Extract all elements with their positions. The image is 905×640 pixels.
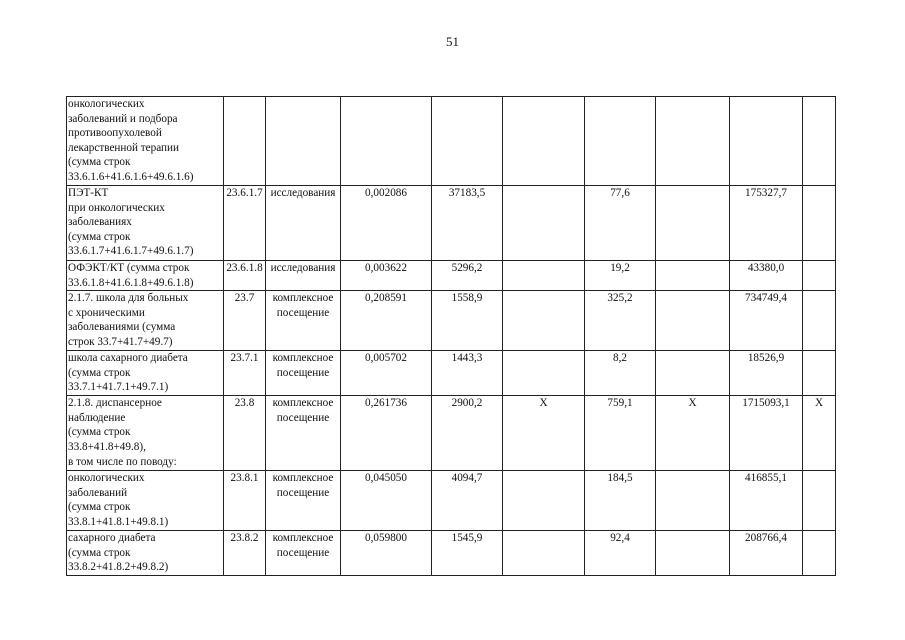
row-name xyxy=(67,351,224,396)
row-name-line: 33.7.1+41.7.1+49.7.1) xyxy=(68,381,169,394)
row-code: 23.6.1.8 xyxy=(224,261,266,291)
row-unit xyxy=(266,291,341,351)
row-unit xyxy=(266,471,341,531)
row-value-c6: 184,5 xyxy=(585,471,656,531)
row-name-line: заболеваниях xyxy=(68,216,132,229)
row-value-c3: 0,002086 xyxy=(341,186,432,261)
row-value-c6: 77,6 xyxy=(585,186,656,261)
row-value-c7 xyxy=(656,97,730,186)
row-value-c4: 4094,7 xyxy=(432,471,503,531)
row-name-line: при онкологических xyxy=(68,201,165,214)
row-value-c4: 2900,2 xyxy=(432,396,503,471)
row-value-c6: 92,4 xyxy=(585,531,656,576)
row-code: 23.8.2 xyxy=(224,531,266,576)
data-table xyxy=(66,96,836,576)
row-name-line: (сумма строк xyxy=(68,230,131,243)
row-unit-line: комплексное xyxy=(272,397,334,410)
row-name-line: (сумма строк xyxy=(68,426,131,439)
row-unit-line: исследования xyxy=(270,187,336,199)
row-value-c8: 43380,0 xyxy=(730,261,803,291)
row-unit-line: посещение xyxy=(276,411,330,424)
row-value-c7 xyxy=(656,261,730,291)
page-number: 51 xyxy=(446,34,459,49)
row-code: 23.8.1 xyxy=(224,471,266,531)
row-value-c9 xyxy=(803,186,836,261)
row-unit xyxy=(266,186,341,261)
table-row xyxy=(67,351,836,396)
row-value-c5 xyxy=(503,531,585,576)
row-value-c7 xyxy=(656,291,730,351)
row-value-c7: Х xyxy=(656,396,730,471)
row-value-c8: 734749,4 xyxy=(730,291,803,351)
row-value-c7 xyxy=(656,471,730,531)
row-value-c4: 5296,2 xyxy=(432,261,503,291)
row-name-line: лекарственной терапии xyxy=(68,141,179,154)
row-name-line: противоопухолевой xyxy=(68,127,162,140)
row-value-c8: 18526,9 xyxy=(730,351,803,396)
row-value-c9 xyxy=(803,261,836,291)
row-value-c5 xyxy=(503,97,585,186)
table-row xyxy=(67,531,836,576)
row-name-line: заболеваниями (сумма xyxy=(68,321,176,334)
row-value-c6 xyxy=(585,97,656,186)
row-unit-line: посещение xyxy=(276,306,330,319)
row-value-c7 xyxy=(656,531,730,576)
row-value-c5 xyxy=(503,291,585,351)
row-name-line: онкологических xyxy=(68,472,145,485)
table-row xyxy=(67,186,836,261)
row-value-c4 xyxy=(432,97,503,186)
table-row xyxy=(67,261,836,291)
row-value-c5: Х xyxy=(503,396,585,471)
row-code xyxy=(224,97,266,186)
row-value-c6: 8,2 xyxy=(585,351,656,396)
row-value-c3: 0,045050 xyxy=(341,471,432,531)
row-name xyxy=(67,396,224,471)
row-code: 23.7.1 xyxy=(224,351,266,396)
row-unit-line: исследования xyxy=(270,262,336,274)
row-name xyxy=(67,531,224,576)
row-value-c5 xyxy=(503,351,585,396)
row-unit-line: посещение xyxy=(276,486,330,499)
table-row xyxy=(67,291,836,351)
row-value-c9 xyxy=(803,97,836,186)
row-name-line: 2.1.7. школа для больных xyxy=(68,292,189,305)
row-name-line: школа сахарного диабета xyxy=(68,352,188,365)
row-value-c7 xyxy=(656,186,730,261)
row-value-c3: 0,005702 xyxy=(341,351,432,396)
row-value-c5 xyxy=(503,471,585,531)
row-name-line: сахарного диабета xyxy=(68,532,156,545)
row-name-line: (сумма строк xyxy=(68,501,131,514)
row-name xyxy=(67,471,224,531)
row-name xyxy=(67,291,224,351)
row-name-line: 33.6.1.8+41.6.1.8+49.6.1.8) xyxy=(68,276,194,289)
table-row xyxy=(67,396,836,471)
row-unit-line: комплексное xyxy=(272,292,334,305)
row-name-line: 33.8+41.8+49.8), xyxy=(68,440,146,453)
row-value-c9 xyxy=(803,531,836,576)
row-unit xyxy=(266,531,341,576)
row-name-line: с хроническими xyxy=(68,306,145,319)
row-name-line: в том числе по поводу: xyxy=(68,455,177,468)
row-value-c4: 1443,3 xyxy=(432,351,503,396)
row-value-c3: 0,059800 xyxy=(341,531,432,576)
row-unit-line: комплексное xyxy=(272,352,334,365)
row-name-line: заболеваний xyxy=(68,486,128,499)
row-value-c8: 175327,7 xyxy=(730,186,803,261)
row-name xyxy=(67,186,224,261)
row-unit-line: комплексное xyxy=(272,532,334,545)
row-name xyxy=(67,261,224,291)
row-unit xyxy=(266,351,341,396)
row-name-line: 33.8.1+41.8.1+49.8.1) xyxy=(68,515,169,528)
row-name-line: ОФЭКТ/КТ (сумма строк xyxy=(68,262,190,274)
row-name-line: 2.1.8. диспансерное xyxy=(68,397,162,410)
row-value-c8: 208766,4 xyxy=(730,531,803,576)
row-value-c9 xyxy=(803,471,836,531)
row-value-c9 xyxy=(803,351,836,396)
row-name-line: 33.6.1.7+41.6.1.7+49.6.1.7) xyxy=(68,245,194,258)
row-value-c3: 0,003622 xyxy=(341,261,432,291)
row-unit-line: посещение xyxy=(276,366,330,379)
row-value-c8: 416855,1 xyxy=(730,471,803,531)
row-name-line: заболеваний и подбора xyxy=(68,112,178,125)
row-value-c8 xyxy=(730,97,803,186)
row-unit xyxy=(266,97,341,186)
row-code: 23.7 xyxy=(224,291,266,351)
table-row xyxy=(67,97,836,186)
row-name-line: 33.6.1.6+41.6.1.6+49.6.1.6) xyxy=(68,170,194,183)
row-value-c3 xyxy=(341,97,432,186)
row-value-c3: 0,261736 xyxy=(341,396,432,471)
row-code: 23.6.1.7 xyxy=(224,186,266,261)
row-name-line: ПЭТ-КТ xyxy=(68,187,109,199)
row-value-c9 xyxy=(803,291,836,351)
row-value-c5 xyxy=(503,186,585,261)
row-value-c4: 37183,5 xyxy=(432,186,503,261)
row-name-line: онкологических xyxy=(68,98,145,110)
table-row xyxy=(67,471,836,531)
row-unit-line: комплексное xyxy=(272,472,334,485)
row-value-c6: 19,2 xyxy=(585,261,656,291)
row-value-c4: 1558,9 xyxy=(432,291,503,351)
row-name-line: строк 33.7+41.7+49.7) xyxy=(68,335,173,348)
row-value-c6: 325,2 xyxy=(585,291,656,351)
row-value-c6: 759,1 xyxy=(585,396,656,471)
row-value-c3: 0,208591 xyxy=(341,291,432,351)
row-name-line: (сумма строк xyxy=(68,156,131,169)
row-value-c7 xyxy=(656,351,730,396)
row-unit xyxy=(266,261,341,291)
row-name xyxy=(67,97,224,186)
row-unit-line: посещение xyxy=(276,546,330,559)
row-name-line: наблюдение xyxy=(68,411,126,424)
row-unit xyxy=(266,396,341,471)
row-value-c9: Х xyxy=(803,396,836,471)
row-value-c8: 1715093,1 xyxy=(730,396,803,471)
row-name-line: 33.8.2+41.8.2+49.8.2) xyxy=(68,561,169,574)
row-name-line: (сумма строк xyxy=(68,546,131,559)
row-value-c5 xyxy=(503,261,585,291)
row-value-c4: 1545,9 xyxy=(432,531,503,576)
row-code: 23.8 xyxy=(224,396,266,471)
row-name-line: (сумма строк xyxy=(68,366,131,379)
